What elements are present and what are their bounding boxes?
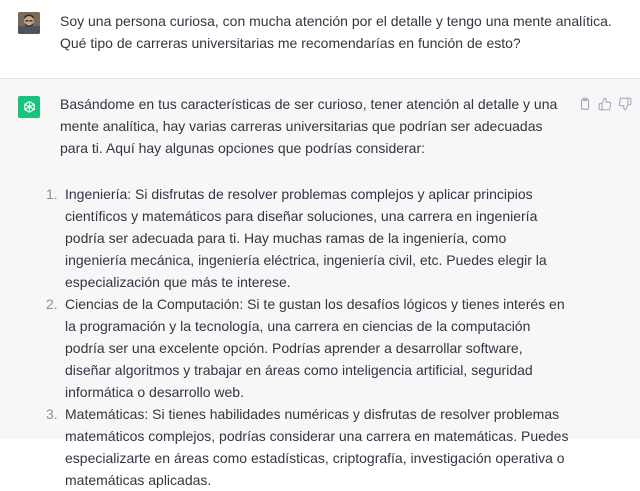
openai-logo-icon — [18, 96, 40, 118]
list-item — [46, 183, 570, 293]
list-item — [46, 403, 570, 491]
thumbs-down-icon[interactable] — [618, 97, 632, 111]
assistant-message-text — [46, 93, 570, 491]
user-message-text: Soy una persona curiosa, con mucha atención por el detalle y tengo una mente analítica. Qué tipo de carreras universitarias me recomendarías en función de esto? — [60, 13, 612, 51]
list-item-text: Ciencias de la Computación: Si te gustan los desafíos lógicos y tienes interés en la programación y la tecnología, una carrera en ciencias de la computación podría ser una excelente opción. Podrías aprender a desarrollar software, diseñar algoritmos y trabajar en áreas como inteligencia artificial, seguridad informática o desarrollo web. — [65, 296, 565, 400]
assistant-message-row — [0, 79, 640, 488]
list-item-number: 3. — [46, 406, 58, 422]
list-item-number: 2. — [46, 296, 58, 312]
message-actions — [578, 97, 632, 111]
assistant-intro: Basándome en tus características de ser curioso, tener atención al detalle y una mente analítica, hay varias carreras universitarias que podrían ser adecuadas para ti. Aquí hay algunas opciones que podrías considerar: — [60, 96, 558, 156]
thumbs-up-icon[interactable] — [598, 97, 612, 111]
list-item-number: 1. — [46, 186, 58, 202]
clipboard-icon[interactable] — [578, 97, 592, 111]
list-item-text: Matemáticas: Si tienes habilidades numéricas y disfrutas de resolver problemas matemáticos complejos, podrías considerar una carrera en matemáticas. Puedes especializarte en áreas como estadísticas, criptografía, investigación operativa o matemáticas aplicadas. — [65, 406, 569, 488]
list-item-text: Ingeniería: Si disfrutas de resolver problemas complejos y aplicar principios científicos y matemáticos para diseñar soluciones, una carrera en ingeniería podría ser adecuada para ti. Hay muchas ramas de la ingeniería, como ingeniería mecánica, ingeniería eléctrica, ingeniería civil, etc. Puedes elegir la especialización que más te interese. — [65, 186, 547, 290]
list-item — [46, 293, 570, 403]
user-avatar — [18, 12, 40, 34]
recommendation-list — [46, 183, 570, 491]
user-message-row — [0, 0, 640, 79]
